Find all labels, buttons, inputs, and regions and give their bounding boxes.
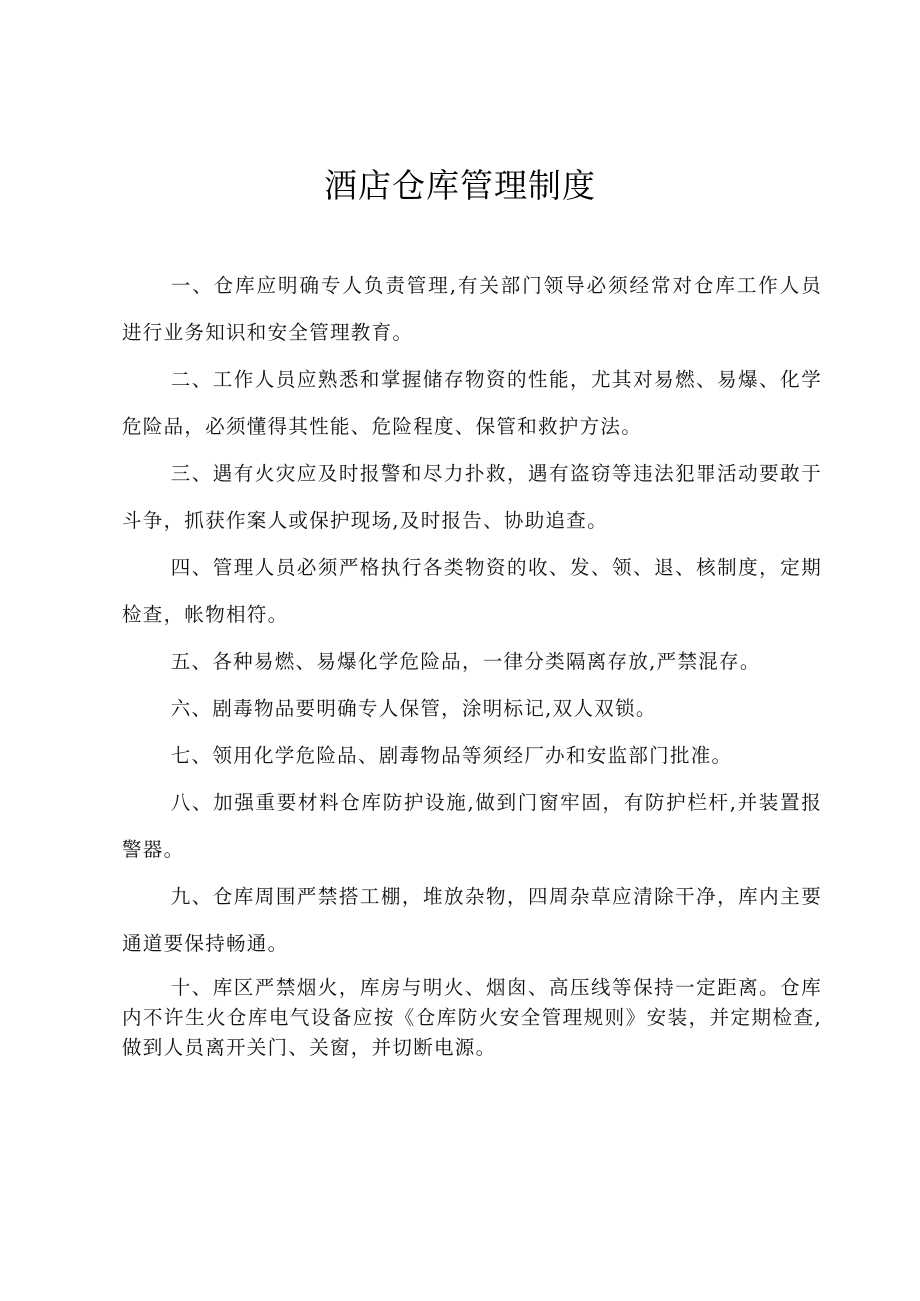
paragraph-3: 三、遇有火灾应及时报警和尽力扑救，遇有盗窃等违法犯罪活动要敢于斗争，抓获作案人或保护现场,及时报告、协助追查。 <box>122 462 822 532</box>
page-title: 酒店仓库管理制度 <box>324 166 596 205</box>
document-body <box>122 262 822 1063</box>
paragraph-10: 十、库区严禁烟火，库房与明火、烟囱、高压线等保持一定距离。仓库内不许生火仓库电气设备应按《仓库防火安全管理规则》安装，并定期检查,做到人员离开关门、关窗，并切断电源。 <box>122 976 822 1059</box>
paragraph-8: 八、加强重要材料仓库防护设施,做到门窗牢固，有防护栏杆,并装置报警器。 <box>122 791 822 861</box>
paragraph-5: 五、各种易燃、易爆化学危险品，一律分类隔离存放,严禁混存。 <box>170 650 761 673</box>
paragraph-9: 九、仓库周围严禁搭工棚，堆放杂物，四周杂草应清除干净，库内主要通道要保持畅通。 <box>122 885 822 955</box>
paragraph-1: 一、仓库应明确专人负责管理,有关部门领导必须经常对仓库工作人员进行业务知识和安全管理教育。 <box>122 274 822 344</box>
paragraph-4: 四、管理人员必须严格执行各类物资的收、发、领、退、核制度，定期检查，帐物相符。 <box>122 556 822 626</box>
paragraph-6: 六、剧毒物品要明确专人保管，涂明标记,双人双锁。 <box>170 697 657 720</box>
paragraph-2: 二、工作人员应熟悉和掌握储存物资的性能，尤其对易燃、易爆、化学危险品，必须懂得其性能、危险程度、保管和救护方法。 <box>122 368 822 438</box>
paragraph-7: 七、领用化学危险品、剧毒物品等须经厂办和安监部门批准。 <box>170 744 733 767</box>
